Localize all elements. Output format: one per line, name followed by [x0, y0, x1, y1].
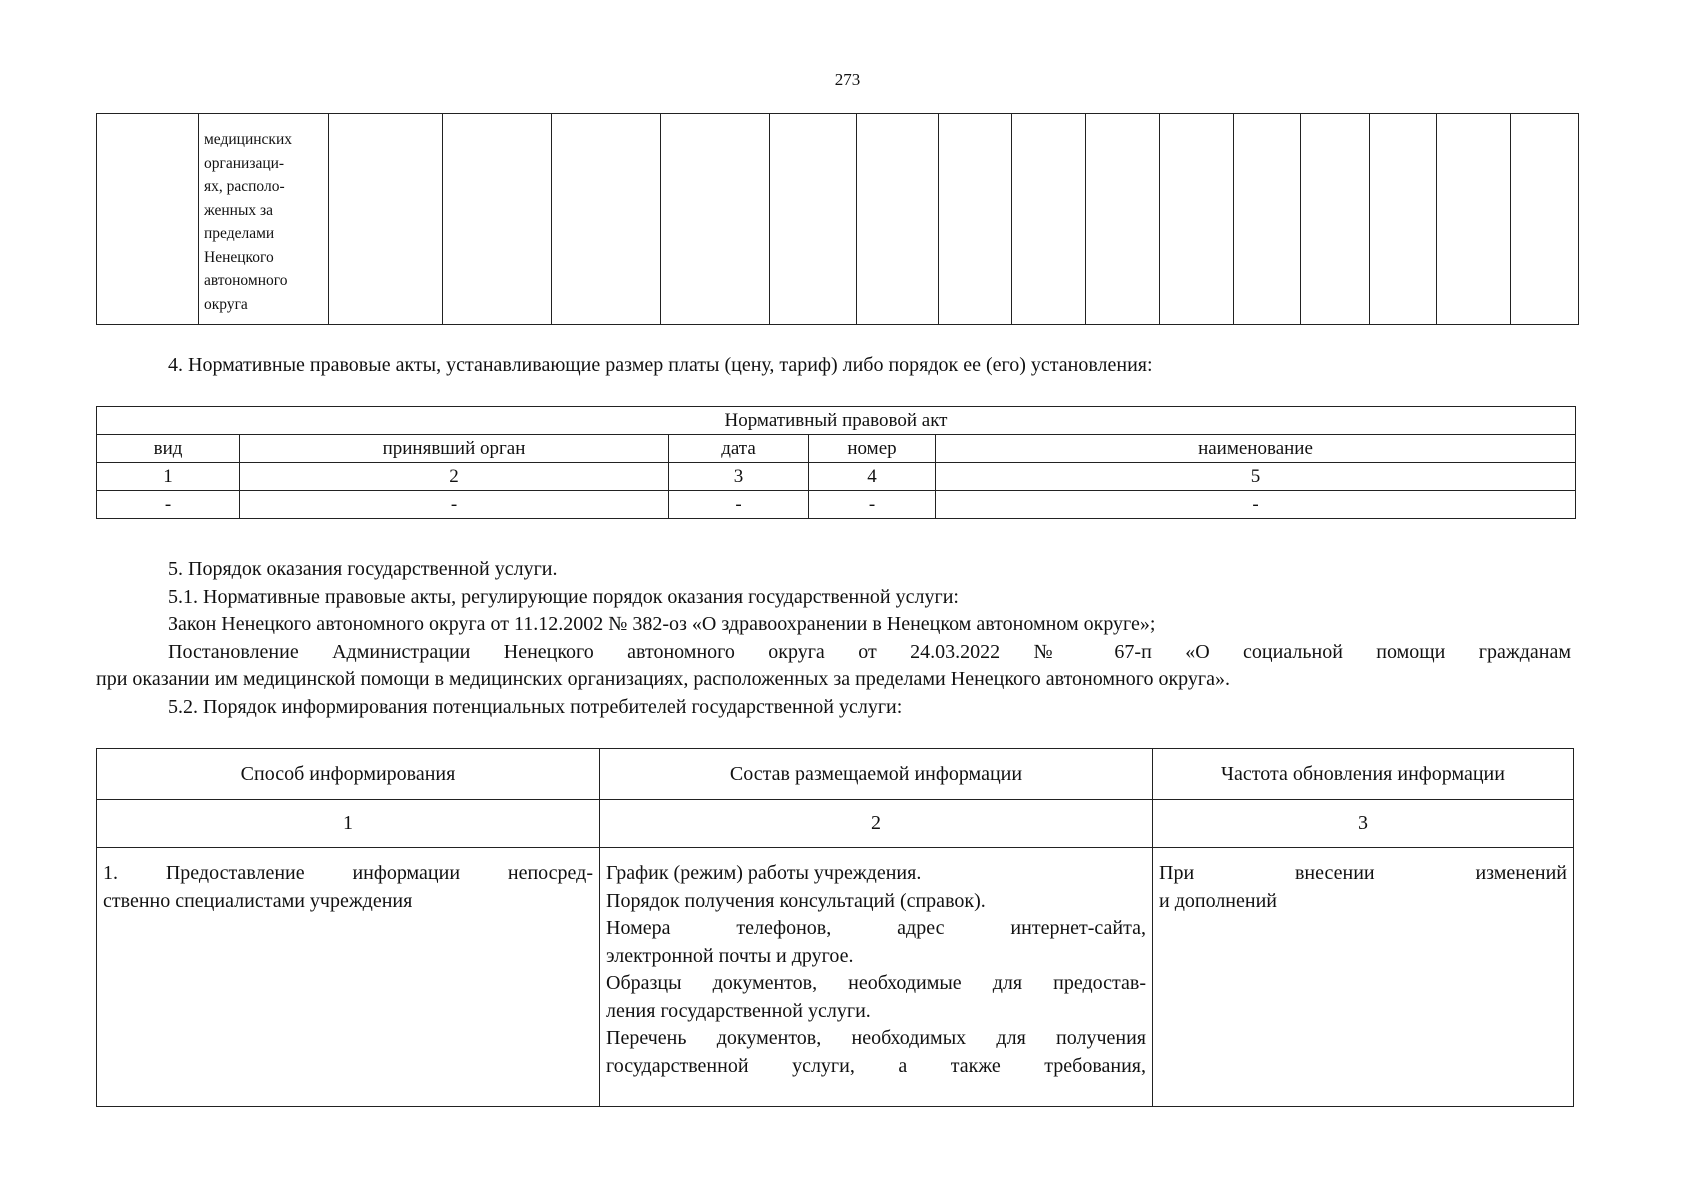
decree-reference-line-2: при оказании им медицинской помощи в медицинских организациях, расположенных за пределами Ненецкого автономного округа».	[96, 668, 1230, 690]
table-cell: -	[669, 491, 809, 519]
table-cell: -	[936, 491, 1576, 519]
section-4-heading: 4. Нормативные правовые акты, устанавливающие размер платы (цену, тариф) либо порядок ее (его) установления:	[168, 354, 1153, 376]
cell-line: Ненецкого	[204, 248, 274, 266]
information-contents-cell	[600, 848, 1153, 1107]
table-cell	[661, 114, 770, 325]
section-5-heading: 5. Порядок оказания государственной услуги.	[168, 558, 558, 580]
table-cell	[552, 114, 661, 325]
table-cell	[1370, 114, 1437, 325]
cell-line: График (режим) работы учреждения.	[606, 862, 922, 884]
table-cell	[97, 114, 199, 325]
cell-line: и дополнений	[1159, 889, 1277, 912]
cell-line: При внесении изменений	[1159, 862, 1567, 884]
cell-line: округа	[204, 295, 248, 313]
table-cell: -	[809, 491, 936, 519]
cell-line: пределами	[204, 225, 275, 242]
cell-line: Перечень документов, необходимых для получения	[606, 1027, 1146, 1049]
table-cell	[939, 114, 1012, 325]
decree-reference-line-1: Постановление Администрации Ненецкого автономного округа от 24.03.2022 № 67-п «О социальной помощи гражданам	[168, 640, 1571, 663]
table-cell	[1012, 114, 1086, 325]
cell-line: 1. Предоставление информации непосред-	[103, 862, 593, 884]
column-number: 1	[97, 800, 600, 848]
column-header: наименование	[936, 435, 1576, 463]
acts-table-title: Нормативный правовой акт	[97, 407, 1576, 435]
organization-location-cell	[199, 114, 329, 325]
section-5-1-heading: 5.1. Нормативные правовые акты, регулирующие порядок оказания государственной услуги:	[168, 585, 959, 608]
law-reference: Закон Ненецкого автономного округа от 11.12.2002 № 382-оз «О здравоохранении в Ненецком автономном округе»;	[168, 613, 1156, 635]
section-5-2-heading: 5.2. Порядок информирования потенциальных потребителей государственной услуги:	[168, 695, 903, 718]
column-number: 1	[97, 463, 240, 491]
table-cell	[443, 114, 552, 325]
cell-line: электронной почты и другое.	[606, 944, 854, 967]
column-header: принявший орган	[240, 435, 669, 463]
column-number: 3	[669, 463, 809, 491]
column-header: номер	[809, 435, 936, 463]
column-header: Состав размещаемой информации	[600, 749, 1153, 800]
cell-line: автономного	[204, 272, 288, 289]
continued-table	[96, 113, 1579, 325]
cell-line: государственной услуги, а также требования,	[606, 1054, 1146, 1077]
table-cell: -	[240, 491, 669, 519]
table-cell	[1086, 114, 1160, 325]
column-number: 2	[600, 800, 1153, 848]
section-5-text	[96, 556, 1571, 721]
column-number: 3	[1153, 800, 1574, 848]
informing-method-cell	[97, 848, 600, 1107]
cell-line: Образцы документов, необходимые для предостав-	[606, 972, 1146, 994]
table-cell	[1511, 114, 1579, 325]
table-cell	[857, 114, 939, 325]
cell-line: ях, располо-	[204, 178, 285, 195]
column-header: Способ информирования	[97, 749, 600, 800]
table-cell	[1160, 114, 1234, 325]
cell-line: ственно специалистами учреждения	[103, 889, 413, 912]
cell-line: женных за	[204, 201, 274, 219]
column-number: 5	[936, 463, 1576, 491]
update-frequency-cell	[1153, 848, 1574, 1107]
column-header: Частота обновления информации	[1153, 749, 1574, 800]
cell-line: организаци-	[204, 154, 285, 172]
column-header: вид	[97, 435, 240, 463]
cell-line: медицинских	[204, 131, 293, 148]
table-cell	[1437, 114, 1511, 325]
table-cell	[329, 114, 443, 325]
column-header: дата	[669, 435, 809, 463]
cell-line: ления государственной услуги.	[606, 999, 871, 1022]
cell-line: Порядок получения консультаций (справок).	[606, 889, 986, 912]
column-number: 4	[809, 463, 936, 491]
column-number: 2	[240, 463, 669, 491]
table-cell	[770, 114, 857, 325]
normative-acts-table	[96, 406, 1576, 519]
table-cell	[1301, 114, 1370, 325]
table-cell	[1234, 114, 1301, 325]
page-number: 273	[834, 70, 861, 89]
informing-procedure-table	[96, 748, 1574, 1107]
cell-line: Номера телефонов, адрес интернет-сайта,	[606, 917, 1146, 939]
table-cell: -	[97, 491, 240, 519]
